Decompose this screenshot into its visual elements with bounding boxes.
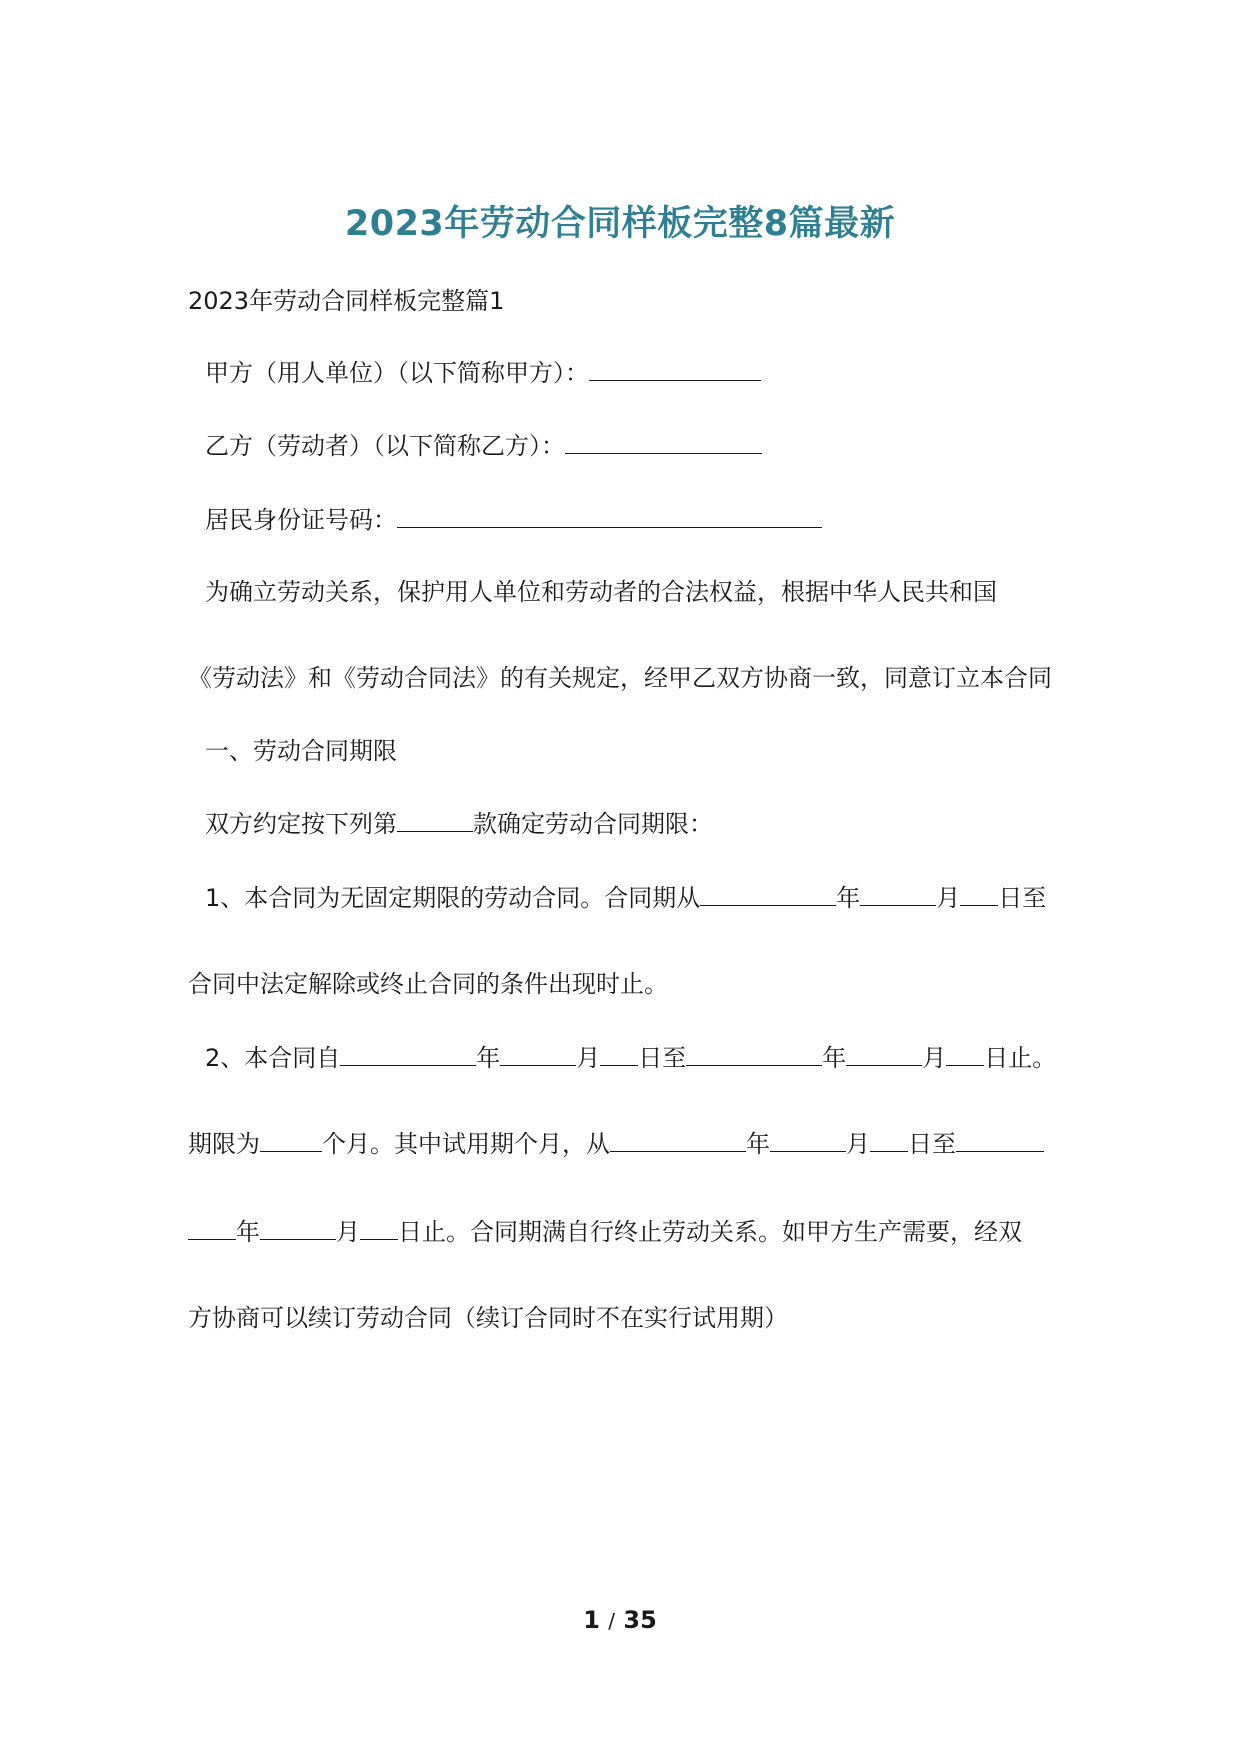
total-pages: 35 [623, 1606, 657, 1634]
agreement-line [205, 808, 713, 840]
item-1-line [205, 882, 1046, 914]
item-2-start-year-blank[interactable] [340, 1043, 476, 1066]
item-2-end-day-blank[interactable] [946, 1043, 984, 1066]
month-label: 月 [336, 1218, 360, 1246]
item-1-day-blank[interactable] [960, 883, 998, 906]
day-to-label: 日至 [908, 1130, 956, 1158]
item-2-start-month-blank[interactable] [500, 1043, 576, 1066]
month-label: 月 [576, 1044, 601, 1072]
item-2-end-month-blank[interactable] [846, 1043, 922, 1066]
purpose-line-2: 《劳动法》和《劳动合同法》的有关规定，经甲乙双方协商一致，同意订立本合同 [188, 664, 1052, 692]
agreement-suffix: 款确定劳动合同期限： [473, 810, 713, 838]
probation-start-month-blank[interactable] [770, 1129, 846, 1152]
clause-number-blank[interactable] [397, 809, 473, 832]
month-label: 月 [846, 1130, 870, 1158]
purpose-line-1: 为确立劳动关系，保护用人单位和劳动者的合法权益，根据中华人民共和国 [205, 578, 997, 606]
day-to-label: 日至 [998, 884, 1047, 912]
item-2-line [205, 1042, 1056, 1074]
item-1-line-2: 合同中法定解除或终止合同的条件出现时止。 [188, 970, 668, 998]
period-prefix: 期限为 [188, 1130, 260, 1158]
month-label: 月 [936, 884, 961, 912]
party-a-blank[interactable] [589, 358, 761, 381]
probation-start-day-blank[interactable] [870, 1129, 908, 1152]
day-end-label: 日止。 [984, 1044, 1057, 1072]
renewal-line: 方协商可以续订劳动合同（续订合同时不在实行试用期） [188, 1304, 788, 1332]
party-a-line [205, 357, 761, 389]
clause-1-heading: 一、劳动合同期限 [205, 737, 397, 765]
document-title: 2023年劳动合同样板完整8篇最新 [344, 204, 896, 244]
item-1-year-blank[interactable] [700, 883, 836, 906]
id-number-blank[interactable] [397, 505, 822, 528]
item-2-start-day-blank[interactable] [600, 1043, 638, 1066]
probation-end-year-blank-part1[interactable] [956, 1129, 1044, 1152]
period-months-blank[interactable] [260, 1129, 322, 1152]
probation-start-year-blank[interactable] [610, 1129, 746, 1152]
party-b-label: 乙方（劳动者）（以下简称乙方）： [205, 432, 565, 460]
item-1-month-blank[interactable] [860, 883, 936, 906]
year-label: 年 [746, 1130, 770, 1158]
item-2-prefix: 2、本合同自 [205, 1044, 341, 1072]
party-b-blank[interactable] [565, 431, 762, 454]
probation-end-text: 日止。合同期满自行终止劳动关系。如甲方生产需要，经双 [398, 1218, 1022, 1246]
agreement-prefix: 双方约定按下列第 [205, 810, 397, 838]
id-number-line [205, 504, 822, 536]
year-label: 年 [476, 1044, 501, 1072]
probation-end-month-blank[interactable] [260, 1217, 336, 1240]
party-a-label: 甲方（用人单位）（以下简称甲方）： [205, 359, 589, 387]
item-1-prefix: 1、本合同为无固定期限的劳动合同。合同期从 [205, 884, 701, 912]
month-label: 月 [922, 1044, 947, 1072]
item-2-probation-end-line [188, 1216, 1022, 1248]
page-number [0, 1606, 1240, 1634]
party-b-line [205, 430, 762, 462]
current-page: 1 [583, 1606, 600, 1634]
item-2-end-year-blank[interactable] [686, 1043, 822, 1066]
page-separator: / [608, 1609, 616, 1633]
period-mid: 个月。其中试用期个月，从 [322, 1130, 610, 1158]
year-label: 年 [236, 1218, 260, 1246]
item-2-period-line [188, 1128, 1044, 1160]
year-label: 年 [822, 1044, 847, 1072]
day-to-label: 日至 [638, 1044, 687, 1072]
probation-end-day-blank[interactable] [360, 1217, 398, 1240]
section-heading: 2023年劳动合同样板完整篇1 [188, 287, 505, 315]
year-label: 年 [836, 884, 861, 912]
probation-end-year-blank-part2[interactable] [188, 1217, 236, 1240]
id-number-label: 居民身份证号码： [205, 506, 397, 534]
